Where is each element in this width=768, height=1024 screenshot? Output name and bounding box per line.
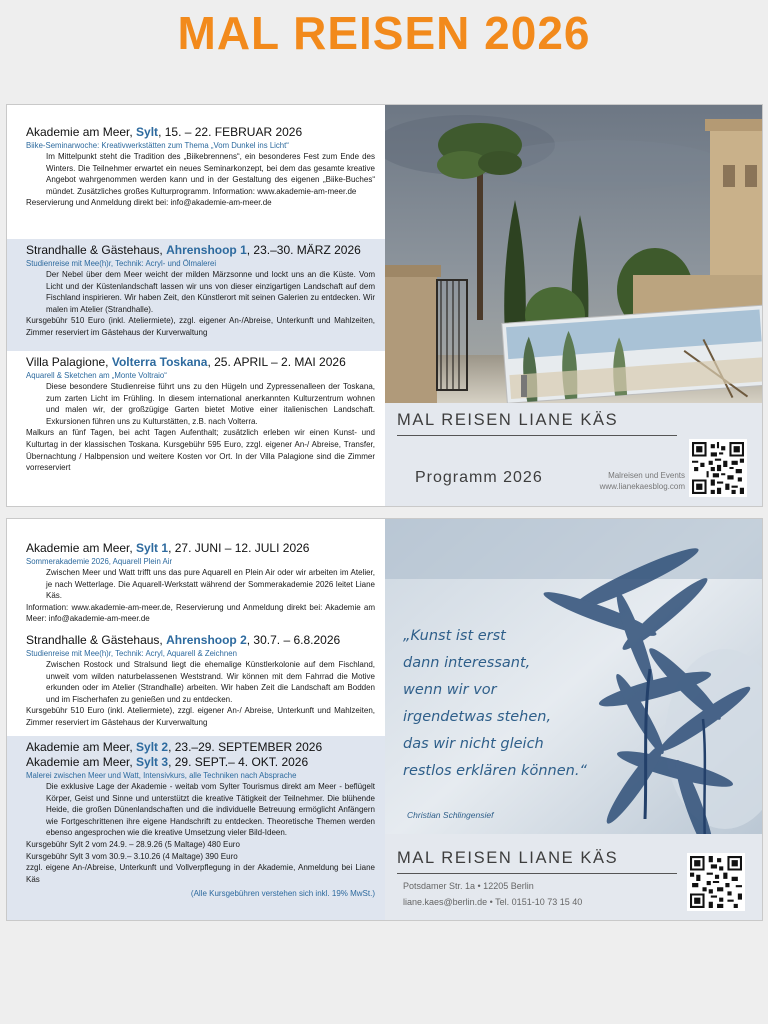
event-heading: Akademie am Meer, Sylt 1, 27. JUNI – 12. JULI 2026 [26, 541, 310, 555]
contact: liane.kaes@berlin.de • Tel. 0151-10 73 15 40 [403, 897, 583, 907]
divider [397, 873, 677, 874]
blog-url: www.lianekaesblog.com [599, 482, 685, 491]
event-ahrenshoop-summer [7, 633, 385, 729]
event-description: Zwischen Meer und Watt trifft uns das pure Aquarell en Plein Air oder wir arbeiten im Atelier, je nach Wetterlage. Die Aquarell-Werkstatt während der Sommerakademie 2026 leitet Liane Käs. [46, 568, 375, 601]
event-fee-sylt-3: Kursgebühr Sylt 3 vom 30.9.– 3.10.26 (4 Maltage) 390 Euro [26, 851, 238, 861]
event-heading: Strandhalle & Gästehaus, Ahrenshoop 1, 23.–30. MÄRZ 2026 [26, 243, 361, 257]
event-ahrenshoop-march [7, 239, 385, 351]
event-registration: Information: www.akademie-am-meer.de, Reservierung und Anmeldung direkt bei: Akademie am Meer: info@akademie-am-meer.de [26, 602, 375, 624]
event-sylt-summer [7, 541, 385, 625]
quote-author: Christian Schlingensief [407, 810, 494, 820]
event-subtitle: Malerei zwischen Meer und Watt, Intensivkurs, alle Techniken nach Absprache [26, 771, 297, 780]
event-subtitle: Sommerakademie 2026, Aquarell Plein Air [26, 557, 173, 566]
vat-note: (Alle Kursgebühren verstehen sich inkl. 19% MwSt.) [190, 889, 375, 899]
brand-name: MAL REISEN LIANE KÄS [397, 849, 619, 867]
event-description: Zwischen Rostock und Stralsund liegt die ehemalige Künstlerkolonie auf dem Fischland, unweit vom wilden naturbelassenen Weststrand. Wir können mit dem Fahrrad die Motive erkunden oder im Atelier (Strandhalle) arbeiten. Wir haben Zeit die Landschaft am Bodden und im Fischerhafen zu genießen und zu entdecken. [46, 660, 375, 704]
event-list [7, 519, 385, 920]
event-sylt-september [7, 736, 385, 921]
event-description: Die exklusive Lage der Akademie - weitab vom Sylter Tourismus direkt am Meer - beflügelt Körper, Geist und Sinne und unterstützt die kreative Tätigkeit der Teilnehmer. Die blühende Heide, die großen Dünenlandschaften und die individuelle Betreuung ermöglicht Anfängern wie Fortgeschrittenen ihre eigene Handschrift zu entdecken. Theoretische Themen werden ebenso angesprochen wie die kreative Umsetzung vieler Bild-Ideen. [46, 782, 375, 838]
quote-panel [385, 519, 763, 920]
quote: „Kunst ist erst dann interessant, wenn wir vor irgendetwas stehen, das wir nicht gleich restlos erklären können.“ [403, 628, 587, 779]
event-description: Der Nebel über dem Meer weicht der milden Märzsonne und lockt uns an die Küste. Vom Licht und der Küstenlandschaft lassen wir uns von dieser einzigartigen Landschaft auf dem Fischland inspirieren. Wir haben Zeit, den Künstlerort mit seinen Galerien zu entdecken. Wir malen im Atelier (Strandhalle). [46, 270, 375, 314]
event-fee: Kursgebühr 510 Euro (inkl. Ateliermiete), zzgl. eigener An-/Abreise, Unterkunft und Mahlzeiten, Zimmer reserviert im Gästehaus der Kurverwaltung [26, 316, 375, 337]
qr-code-icon [687, 853, 745, 911]
event-heading: Villa Palagione, Volterra Toskana, 25. APRIL – 2. MAI 2026 [26, 355, 346, 369]
cover-panel [385, 105, 763, 506]
divider [397, 435, 677, 436]
event-heading: Akademie am Meer, Sylt 2, 23.–29. SEPTEMBER 2026 [26, 740, 323, 754]
event-fee-sylt-2: Kursgebühr Sylt 2 vom 24.9. – 28.9.26 (5 Maltage) 480 Euro [26, 839, 240, 849]
event-sylt-february [7, 125, 385, 209]
event-heading: Strandhalle & Gästehaus, Ahrenshoop 2, 30.7. – 6.8.2026 [26, 633, 341, 647]
event-registration: Reservierung und Anmeldung direkt bei: info@akademie-am-meer.de [26, 198, 272, 208]
program-card-front [6, 104, 763, 507]
event-description: Im Mittelpunkt steht die Tradition des „Biikebrennens“, ein besonderes Fest zum Ende des Winters. Die Teilnehmer erwartet ein neues Seminarkonzept, bei dem das gesamte kreative Angebot wahrgenommen werden kann und in der Gestaltung des eigenen „Biike-Buches“ mündet. Zusätzliches großes Kulturprogramm. Information: www.akademie-am-meer.de [46, 152, 375, 196]
events-label: Malreisen und Events [608, 471, 685, 480]
program-year: Programm 2026 [415, 469, 543, 486]
qr-code-icon [689, 439, 747, 497]
brand-name: MAL REISEN LIANE KÄS [397, 411, 619, 429]
address: Potsdamer Str. 1a • 12205 Berlin [403, 881, 534, 891]
event-heading: Akademie am Meer, Sylt, 15. – 22. FEBRUAR 2026 [26, 125, 303, 139]
event-fee: Kursgebühr 510 Euro (inkl. Ateliermiete), zzgl. eigener An-/ Abreise, Unterkunft und Mahlzeiten, Zimmer reserviert im Gästehaus der Kurverwaltung [26, 706, 375, 727]
event-list [7, 105, 385, 506]
event-fee: Malkurs an fünf Tagen, bei acht Tagen Aufenthalt; zusätzlich erleben wir einen Kunst- und Kulturtag in der klassischen Toskana. Kursgebühr 595 Euro, zzgl. eigener An-/ Abreise, Transfer, Übernachtung / Halbpension und weitere Kosten vor Ort. In der Villa Palagione sind die Zimmer vorreserviert [26, 428, 375, 473]
event-subtitle: Biike-Seminarwoche: Kreativwerkstätten zum Thema „Vom Dunkel ins Licht“ [26, 141, 289, 150]
event-subtitle: Aquarell & Sketchen am „Monte Voltraio“ [26, 371, 167, 380]
page-title: MAL REISEN 2026 [177, 7, 591, 59]
event-heading-second: Akademie am Meer, Sylt 3, 29. SEPT.– 4. OKT. 2026 [26, 755, 309, 769]
event-description: Diese besondere Studienreise führt uns zu den Hügeln und Zypressenalleen der Toskana, zum zarten Licht im Frühling. In diesem international anerkannten Kulturzentrum wohnen und malen wir, der großzügige Garten bietet Motive einer italienischen Landschaft. Exkursionen führen uns zu Kulturstätten, z.B. nach Volterra. [46, 382, 375, 426]
event-subtitle: Studienreise mit Mee(h)r, Technik: Acryl- und Ölmalerei [26, 259, 217, 268]
event-volterra-april [7, 355, 385, 474]
event-fee-extras: zzgl. eigene An-/Abreise, Unterkunft und Vollverpflegung in der Akademie, Anmeldung bei Liane Käs [26, 863, 375, 884]
garden-photo [385, 105, 763, 403]
program-card-back [6, 518, 763, 921]
event-subtitle: Studienreise mit Mee(h)r, Technik: Acryl, Aquarell & Zeichnen [26, 649, 237, 658]
